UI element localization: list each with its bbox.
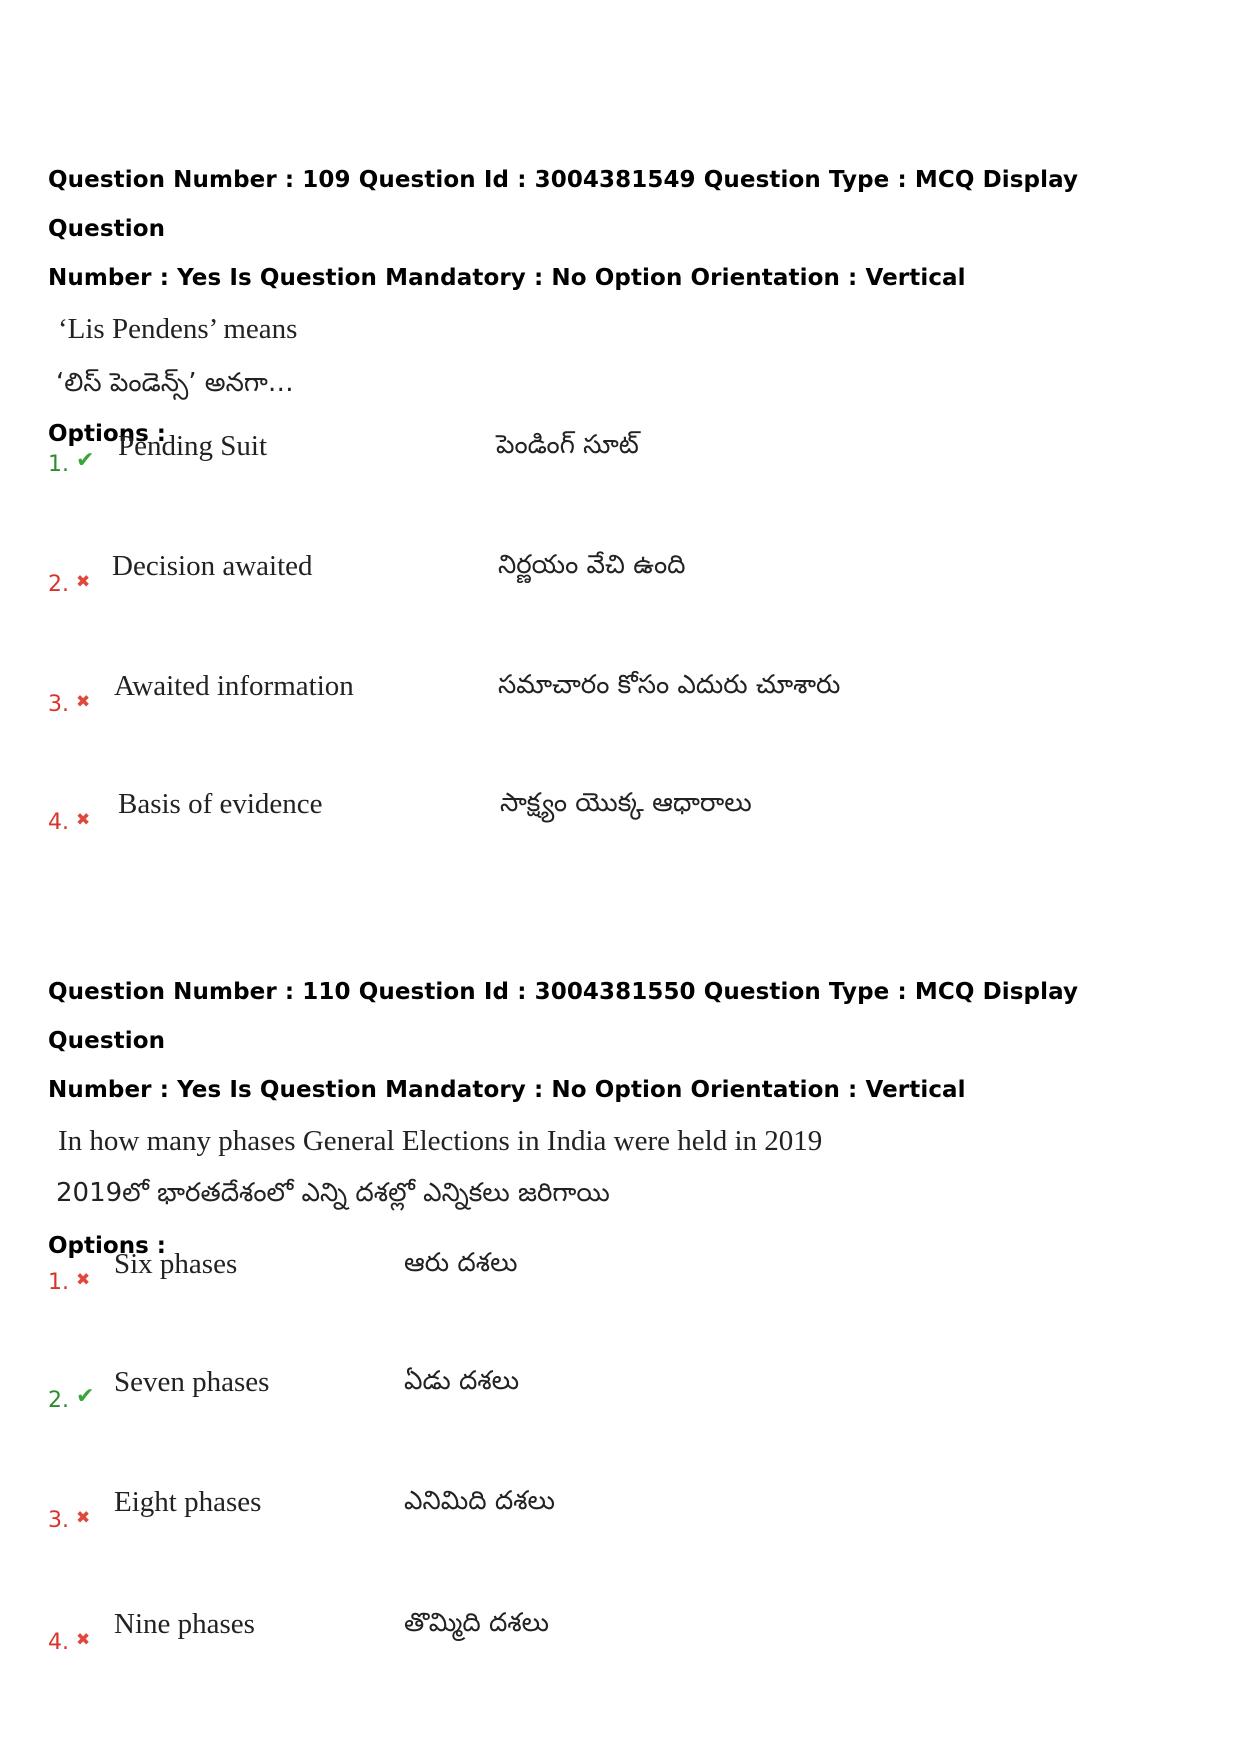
check-icon: ✔ xyxy=(76,1384,95,1409)
question-text-english: In how many phases General Elections in India were held in 2019 xyxy=(58,1125,823,1157)
cross-icon: ✖ xyxy=(76,1508,91,1528)
option-number: 2. xyxy=(48,1388,69,1413)
option-number: 4. xyxy=(48,810,69,835)
option-3[interactable] xyxy=(48,670,1198,730)
option-text-english: Pending Suit xyxy=(118,430,268,462)
options-label: Options : xyxy=(48,1233,166,1259)
option-text-english: Seven phases xyxy=(114,1366,270,1398)
option-text-telugu: ఆరు దశలు xyxy=(404,1248,518,1278)
question-block-110 xyxy=(48,968,1198,1259)
option-text-english: Nine phases xyxy=(114,1608,255,1640)
question-meta-line1: Question Number : 110 Question Id : 3004381550 Question Type : MCQ Display Question xyxy=(48,979,1079,1054)
option-number: 1. xyxy=(48,452,69,477)
option-text-english: Eight phases xyxy=(114,1486,262,1518)
question-block-109 xyxy=(48,156,1198,447)
option-text-english: Basis of evidence xyxy=(118,788,323,820)
option-text-english: Decision awaited xyxy=(112,550,313,582)
option-4[interactable] xyxy=(48,788,1198,848)
option-1[interactable] xyxy=(48,1248,1198,1308)
options-label: Options : xyxy=(48,421,166,447)
check-icon: ✔ xyxy=(76,448,95,473)
option-text-telugu: సాక్ష్యం యొక్క ఆధారాలు xyxy=(500,788,752,818)
option-number: 3. xyxy=(48,692,69,717)
option-number: 4. xyxy=(48,1630,69,1655)
question-meta-line1: Question Number : 109 Question Id : 3004381549 Question Type : MCQ Display Question xyxy=(48,167,1079,242)
option-number: 3. xyxy=(48,1508,69,1533)
question-meta-line2: Number : Yes Is Question Mandatory : No Option Orientation : Vertical xyxy=(48,265,966,291)
option-number: 2. xyxy=(48,572,69,597)
cross-icon: ✖ xyxy=(76,810,91,830)
options-list-110 xyxy=(48,1248,1198,1688)
option-text-english: Awaited information xyxy=(114,670,354,702)
option-text-telugu: ఏడు దశలు xyxy=(404,1366,520,1396)
option-text-telugu: తొమ్మిది దశలు xyxy=(404,1608,550,1638)
question-meta-line2: Number : Yes Is Question Mandatory : No Option Orientation : Vertical xyxy=(48,1077,966,1103)
option-text-telugu: ఎనిమిది దశలు xyxy=(404,1486,555,1516)
question-text-telugu: 2019లో భారతదేశంలో ఎన్ని దశల్లో ఎన్నికలు జరిగాయి xyxy=(56,1178,610,1208)
cross-icon: ✖ xyxy=(76,692,91,712)
option-4[interactable] xyxy=(48,1608,1198,1668)
option-1[interactable] xyxy=(48,430,1198,490)
question-text-telugu: ‘లిస్ పెండెన్స్’ అనగా… xyxy=(56,368,294,398)
option-3[interactable] xyxy=(48,1486,1198,1546)
cross-icon: ✖ xyxy=(76,1270,91,1290)
option-text-telugu: పెండింగ్ సూట్ xyxy=(496,430,639,460)
option-text-telugu: నిర్ణయం వేచి ఉంది xyxy=(498,550,686,580)
option-number: 1. xyxy=(48,1270,69,1295)
option-2[interactable] xyxy=(48,550,1198,610)
option-2[interactable] xyxy=(48,1366,1198,1426)
cross-icon: ✖ xyxy=(76,572,91,592)
option-text-telugu: సమాచారం కోసం ఎదురు చూశారు xyxy=(498,670,841,700)
option-text-english: Six phases xyxy=(114,1248,238,1280)
options-list-109 xyxy=(48,430,1198,890)
cross-icon: ✖ xyxy=(76,1630,91,1650)
question-text-english: ‘Lis Pendens’ means xyxy=(58,313,298,345)
